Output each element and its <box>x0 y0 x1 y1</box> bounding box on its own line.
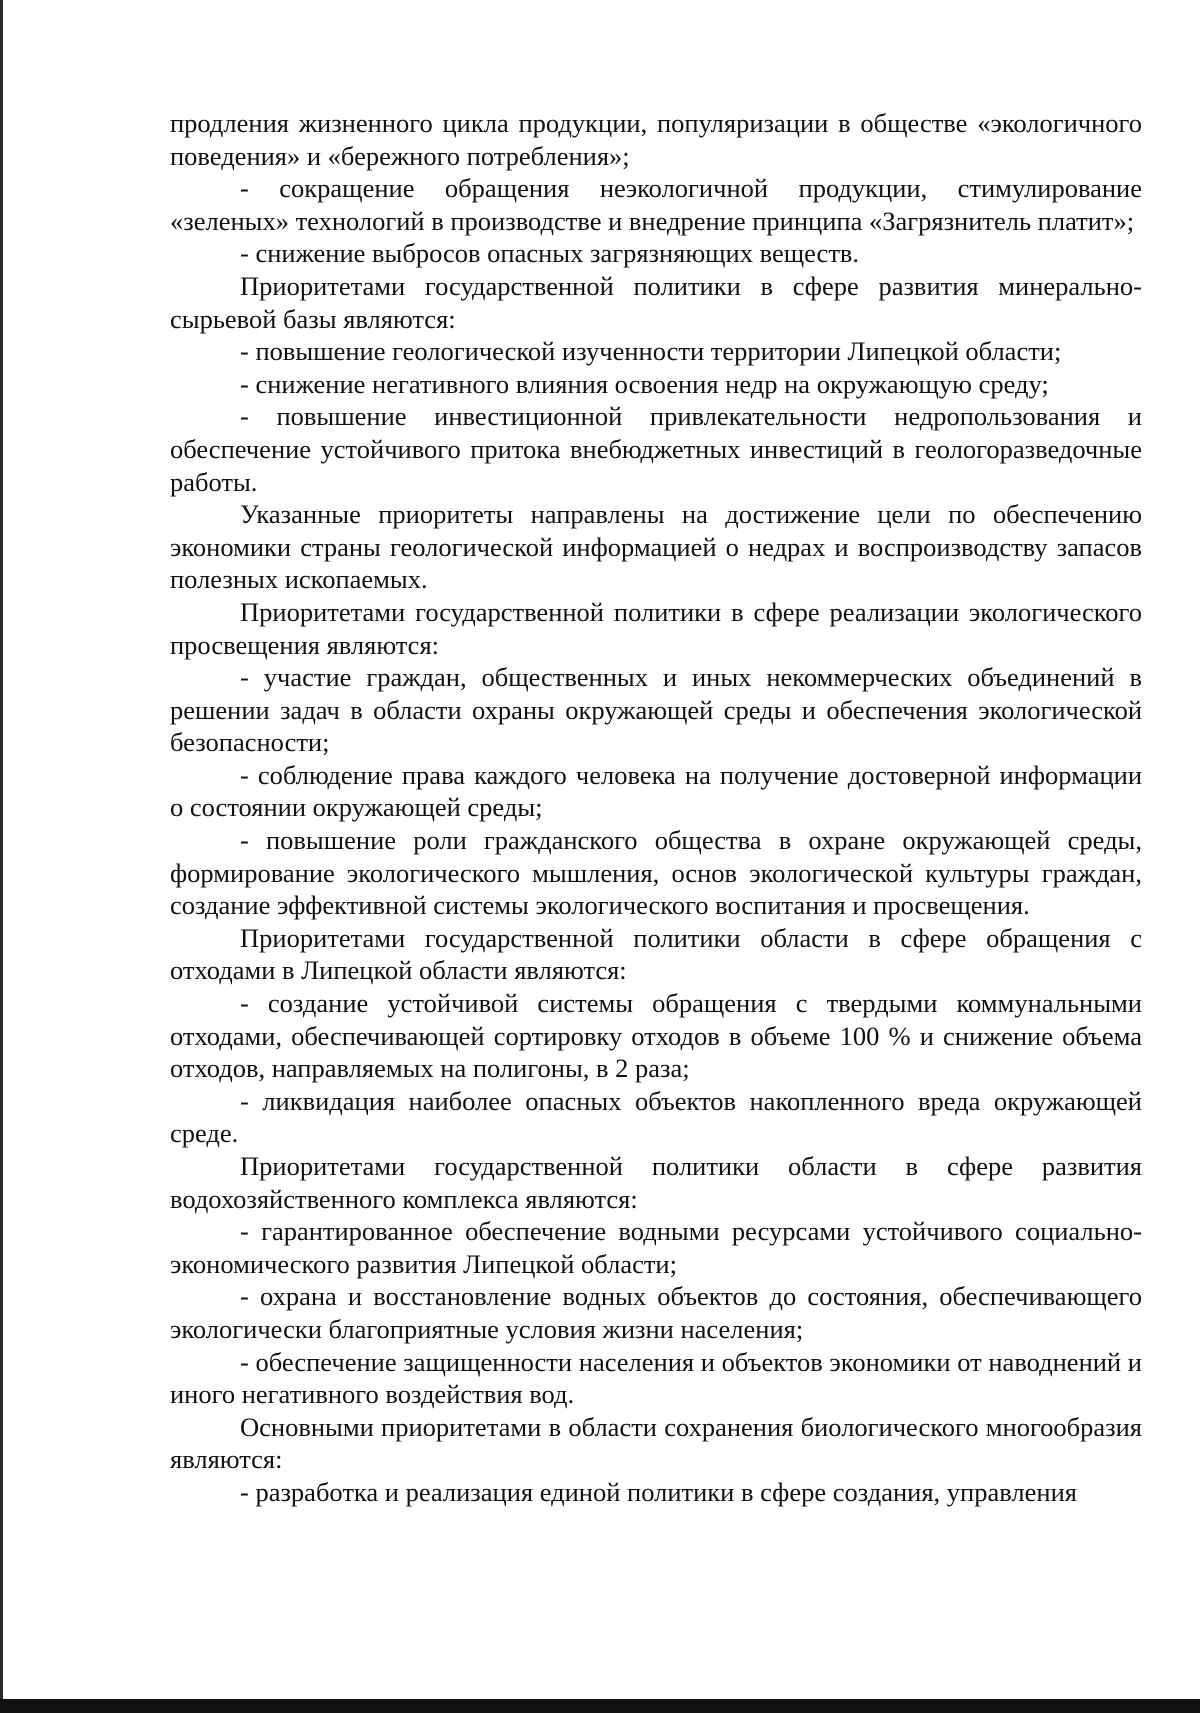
list-item-flood-protection: - обеспечение защищенности населения и объектов экономики от наводнений и иного негативного воздействия вод. <box>170 1346 1142 1410</box>
list-item-information-right: - соблюдение права каждого человека на получение достоверной информации о состоянии окружающей среды; <box>170 759 1142 823</box>
list-item-investment: - повышение инвестиционной привлекательности недропользования и обеспечение устойчивого притока внебюджетных инвестиций в геологоразведочные работы. <box>170 401 1142 497</box>
list-item-water-resources: - гарантированное обеспечение водными ресурсами устойчивого социально-экономического развития Липецкой области; <box>170 1216 1142 1279</box>
list-item-unified-policy: - разработка и реализация единой политики в сфере создания, управления <box>240 1476 1077 1507</box>
list-item-accumulated-damage: - ликвидация наиболее опасных объектов накопленного вреда окружающей среде. <box>170 1085 1142 1149</box>
scan-left-edge <box>0 0 3 1713</box>
list-item-emissions-reduction: - снижение выбросов опасных загрязняющих веществ. <box>240 238 860 269</box>
list-item-water-protection: - охрана и восстановление водных объектов до состояния, обеспечивающего экологически благоприятные условия жизни населения; <box>170 1281 1142 1344</box>
document-body <box>170 107 1142 1509</box>
list-item-geological-study: - повышение геологической изученности территории Липецкой области; <box>240 336 1062 367</box>
list-item-green-technologies: - сокращение обращения неэкологичной продукции, стимулирование «зеленых» технологий в производстве и внедрение принципа «Загрязнитель платит»; <box>170 173 1142 236</box>
paragraph-waste-priorities: Приоритетами государственной политики области в сфере обращения с отходами в Липецкой области являются: <box>170 922 1142 986</box>
paragraph-mineral-priorities: Приоритетами государственной политики в сфере развития минерально-сырьевой базы являются: <box>170 270 1142 334</box>
scan-bottom-edge <box>0 1699 1200 1713</box>
list-item-subsoil-impact: - снижение негативного влияния освоения недр на окружающую среду; <box>240 368 1049 399</box>
paragraph-priorities-goal: Указанные приоритеты направлены на достижение цели по обеспечению экономики страны геологической информацией о недрах и воспроизводству запасов полезных ископаемых. <box>170 499 1142 595</box>
paragraph-continuation: продления жизненного цикла продукции, популяризации в обществе «экологичного поведения» и «бережного потребления»; <box>170 108 1142 171</box>
paragraph-education-priorities: Приоритетами государственной политики в сфере реализации экологического просвещения являются: <box>170 596 1142 660</box>
paragraph-water-priorities: Приоритетами государственной политики области в сфере развития водохозяйственного комплекса являются: <box>170 1151 1142 1214</box>
paragraph-biodiversity-priorities: Основными приоритетами в области сохранения биологического многообразия являются: <box>170 1411 1142 1475</box>
list-item-citizen-participation: - участие граждан, общественных и иных некоммерческих объединений в решении задач в области охраны окружающей среды и обеспечения экологической безопасности; <box>170 662 1142 758</box>
list-item-civil-society: - повышение роли гражданского общества в охране окружающей среды, формирование экологического мышления, основ экологической культуры граждан, создание эффективной системы экологического воспитания и просвещения. <box>170 825 1142 921</box>
list-item-waste-system: - создание устойчивой системы обращения с твердыми коммунальными отходами, обеспечивающей сортировку отходов в объеме 100 % и снижение объема отходов, направляемых на полигоны, в 2 раза; <box>170 988 1142 1084</box>
